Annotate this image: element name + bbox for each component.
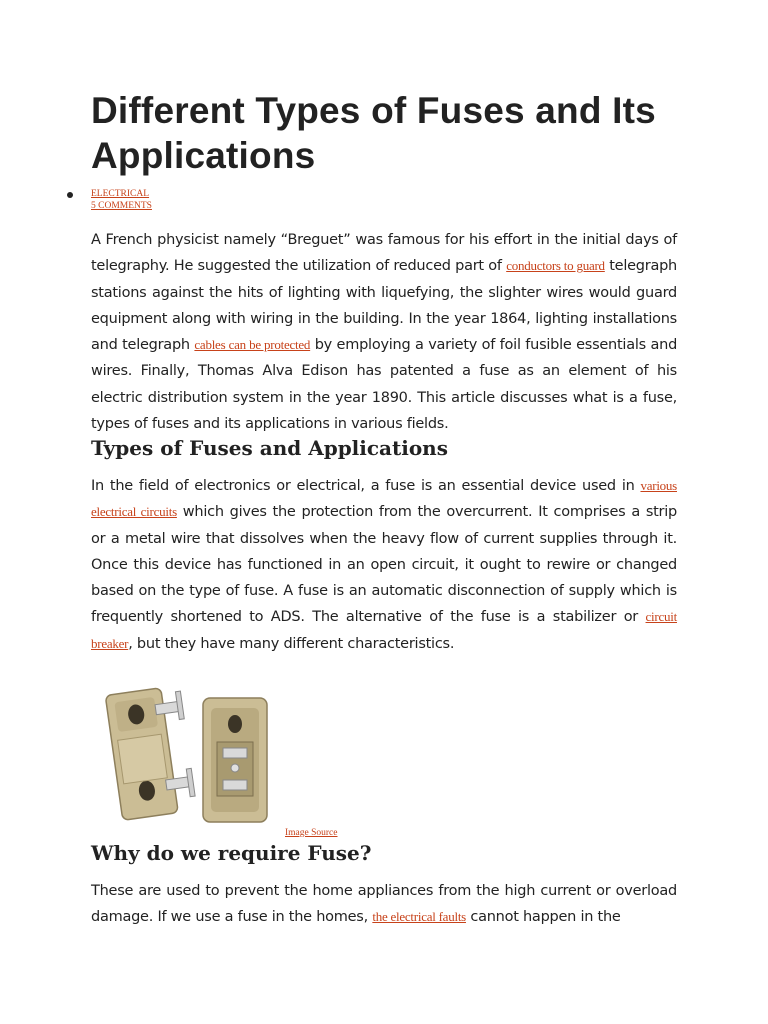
fuse-carrier-illustration: [99, 668, 279, 836]
circuits-link[interactable]: various electrical circuits: [91, 478, 677, 520]
circuit-breaker-link[interactable]: circuit breaker: [91, 609, 677, 651]
electrical-faults-link[interactable]: the electrical faults: [372, 909, 466, 925]
intro-paragraph: A French physicist namely “Breguet” was famous for his effort in the initial days of telegraphy. He suggested the utilization of reduced part of conductors to guard telegraph stations against the hits of lighting with liquefying, the slighter wires would guard equipment along with wiring in the building. In the year 1864, lighting installations and telegraph cables can be protected by employing a variety of foil fusible essentials and wires. Finally, Thomas Alva Edison has patented a fuse as an element of his electric distribution system in the year 1890. This article discusses what is a fuse, types of fuses and its applications in various fields.: [91, 232, 678, 433]
conductors-link[interactable]: conductors to guard: [506, 258, 605, 274]
why-paragraph: These are used to prevent the home appliances from the high current or overload damage. If we use a fuse in the homes, the electrical faults cannot happen in the: [91, 883, 677, 926]
category-link[interactable]: ELECTRICAL: [91, 189, 150, 199]
comments-link[interactable]: 5 COMMENTS: [91, 201, 152, 211]
section-heading-types: Types of Fuses and Applications: [91, 436, 448, 460]
fuse-image: [99, 668, 279, 836]
meta-links: [91, 188, 152, 212]
bullet-icon: [67, 192, 73, 198]
image-source-link[interactable]: Image Source: [285, 828, 338, 838]
section-heading-why: Why do we require Fuse?: [91, 841, 372, 865]
article-title: Different Types of Fuses and Its Applications: [91, 90, 656, 176]
types-paragraph: In the field of electronics or electrical, a fuse is an essential device used in various electrical circuits which gives the protection from the overcurrent. It comprises a strip or a metal wire that dissolves when the heavy flow of current supplies through it. Once this device has functioned in an open circuit, it ought to rewire or changed based on the type of fuse. A fuse is an automatic disconnection of supply which is frequently shortened to ADS. The alternative of the fuse is a stabilizer or circuit breaker, but they have many different characteristics.: [91, 478, 678, 652]
cables-link[interactable]: cables can be protected: [194, 337, 311, 353]
